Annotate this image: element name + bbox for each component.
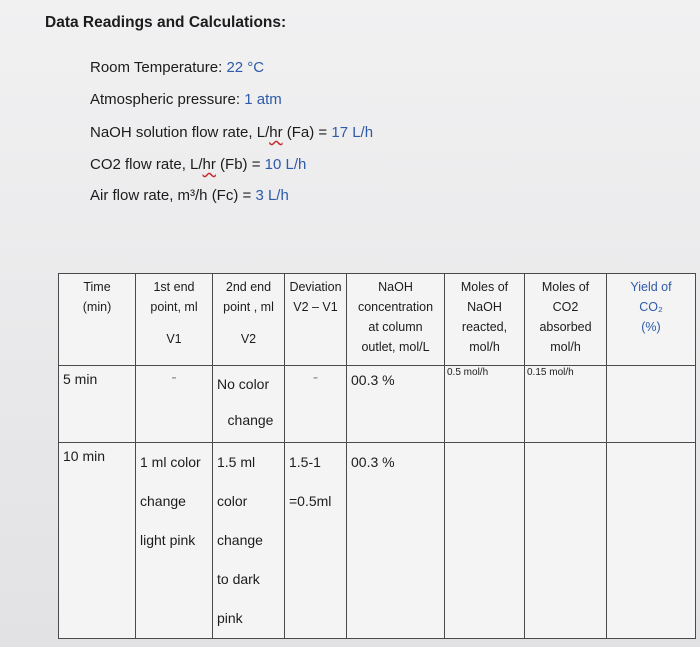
header-moles-co2: Moles of CO2 absorbed mol/h: [525, 274, 607, 366]
header-yield: Yield of CO₂ (%): [607, 274, 696, 366]
cell-moles-naoh: 0.5 mol/h: [445, 366, 525, 443]
cell-deviation: 1.5-1 =0.5ml: [285, 443, 347, 639]
co2-flow-rate-label: CO2 flow rate, L/: [90, 156, 203, 173]
cell-deviation: -: [285, 366, 347, 443]
cell-second-end-point: No color change: [213, 366, 285, 443]
atmospheric-pressure-value: 1 atm: [244, 91, 282, 108]
cell-time: 5 min: [59, 366, 136, 443]
co2-flow-rate-line: [90, 156, 306, 173]
air-flow-rate-label: Air flow rate, m³/h (Fc) =: [90, 187, 256, 204]
cell-naoh-concentration: 00.3 %: [347, 443, 445, 639]
table-row: [59, 443, 696, 639]
cell-yield: [607, 443, 696, 639]
cell-moles-co2: [525, 443, 607, 639]
cell-first-end-point: -: [136, 366, 213, 443]
naoh-flow-rate-value: 17 L/h: [331, 124, 374, 141]
co2-flow-rate-symbol: (Fb) =: [215, 156, 265, 173]
cell-second-end-point: 1.5 ml color change to dark pink: [213, 443, 285, 639]
room-temperature-line: [90, 59, 264, 76]
section-heading: Data Readings and Calculations:: [45, 14, 287, 31]
cell-moles-co2: 0.15 mol/h: [525, 366, 607, 443]
room-temperature-value: 22 °C: [226, 59, 265, 76]
atmospheric-pressure-line: [90, 91, 282, 108]
cell-time: 10 min: [59, 443, 136, 639]
cell-first-end-point: 1 ml color change light pink: [136, 443, 213, 639]
naoh-flow-rate-line: [90, 124, 373, 141]
header-second-end-point: 2nd end point , ml V2: [213, 274, 285, 366]
cell-naoh-concentration: 00.3 %: [347, 366, 445, 443]
spellcheck-word: hr: [269, 124, 283, 141]
cell-moles-naoh: [445, 443, 525, 639]
header-moles-naoh: Moles of NaOH reacted, mol/h: [445, 274, 525, 366]
air-flow-rate-line: [90, 187, 289, 204]
table-header-row: [59, 274, 696, 366]
naoh-flow-rate-symbol: (Fa) =: [282, 124, 332, 141]
room-temperature-label: Room Temperature:: [90, 59, 227, 76]
header-deviation: Deviation V2 – V1: [285, 274, 347, 366]
header-time: Time (min): [59, 274, 136, 366]
table-row: [59, 366, 696, 443]
header-first-end-point: 1st end point, ml V1: [136, 274, 213, 366]
data-table: [58, 273, 696, 639]
co2-flow-rate-value: 10 L/h: [264, 156, 307, 173]
air-flow-rate-value: 3 L/h: [255, 187, 289, 204]
header-naoh-concentration: NaOH concentration at column outlet, mol/L: [347, 274, 445, 366]
spellcheck-word: hr: [202, 156, 216, 173]
naoh-flow-rate-label: NaOH solution flow rate, L/: [90, 124, 270, 141]
cell-yield: [607, 366, 696, 443]
atmospheric-pressure-label: Atmospheric pressure:: [90, 91, 245, 108]
